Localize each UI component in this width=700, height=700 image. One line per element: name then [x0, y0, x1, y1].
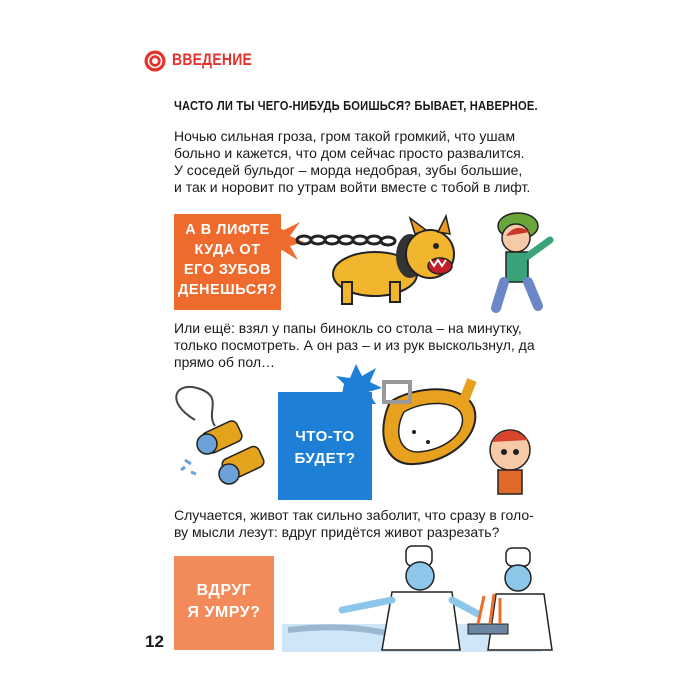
callout-line: ВДРУГ [196, 582, 252, 599]
callout-line: КУДА ОТ [194, 242, 261, 258]
callout-line: ДЕНЕШЬСЯ? [177, 282, 278, 298]
callout-elevator [174, 214, 281, 310]
text-line: Или ещё: взял у папы бинокль со стола – на минутку, [174, 320, 522, 336]
text-line: ву мысли лезут: вдруг придётся живот разрезать? [174, 524, 500, 540]
text-line: Случается, живот так сильно заболит, что сразу в голо- [174, 507, 534, 523]
callout-line: БУДЕТ? [294, 450, 356, 467]
callout-what-if-i-die [174, 556, 274, 650]
callout-line: ЧТО-ТО [295, 428, 355, 445]
text-line: только посмотреть. А он раз – и из рук выскользнул, да [174, 337, 535, 353]
callout-line: ЕГО ЗУБОВ [183, 262, 272, 278]
red-circle-bullet-icon [144, 50, 166, 72]
text-line: больно и кажется, что дом сейчас просто развалится. [174, 145, 525, 161]
callout-line: А В ЛИФТЕ [185, 222, 270, 238]
paragraph-1 [174, 128, 566, 196]
bulldog-illustration [290, 196, 560, 316]
paragraph-3 [174, 507, 566, 541]
doctors-illustration [282, 540, 562, 652]
belt-illustration [374, 372, 534, 500]
text-line: и так и норовит по утрам войти вместе с тобой в лифт. [174, 179, 531, 195]
text-line: У соседей бульдог – морда недобрая, зубы большие, [174, 162, 523, 178]
callout-something-will-happen [278, 392, 372, 500]
lead-question: ЧАСТО ЛИ ТЫ ЧЕГО-НИБУДЬ БОИШЬСЯ? БЫВАЕТ, НАВЕРНОЕ. [174, 98, 538, 113]
callout-line: Я УМРУ? [187, 604, 261, 621]
page-number: 12 [145, 632, 164, 651]
binoculars-illustration [165, 382, 275, 500]
section-title: ВВЕДЕНИЕ [172, 50, 253, 69]
text-line: прямо об пол… [174, 354, 276, 370]
text-line: Ночью сильная гроза, гром такой громкий, что ушам [174, 128, 516, 144]
